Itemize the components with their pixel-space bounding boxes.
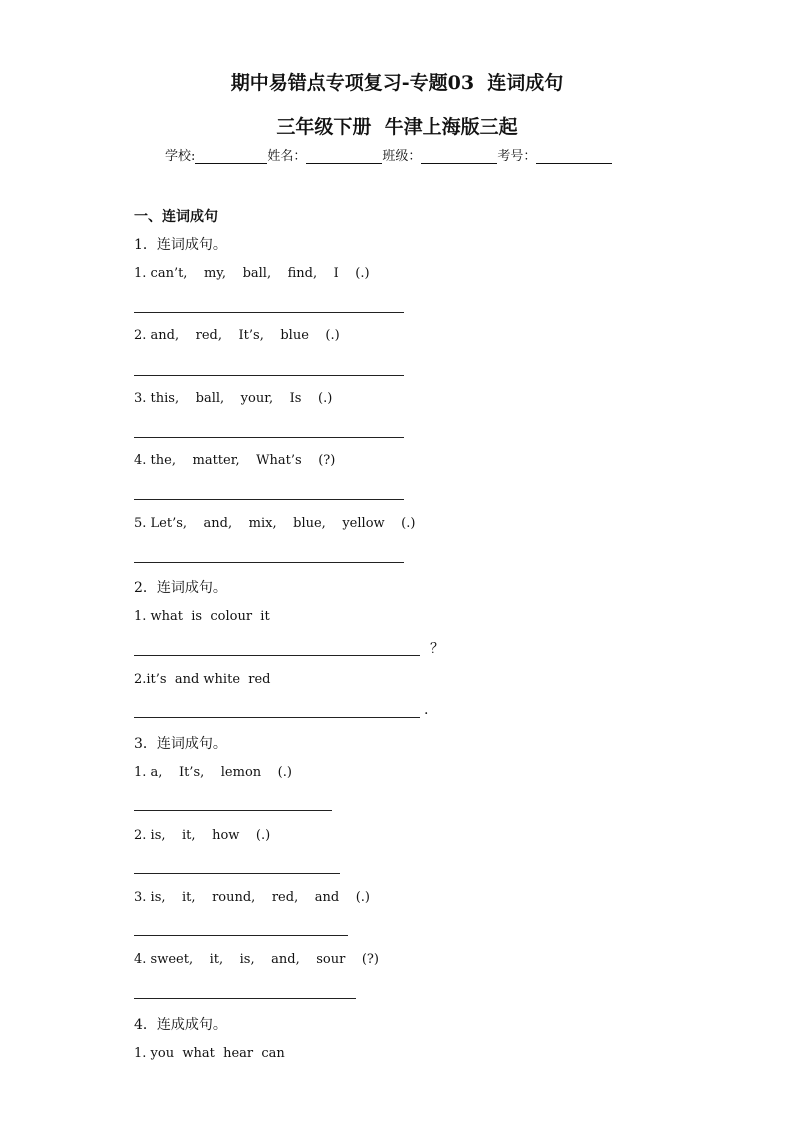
school-field[interactable] <box>195 149 267 164</box>
q2-item-1: 1. what is colour it <box>134 609 270 624</box>
q1-item-4: 4. the, matter, What’s (?) <box>134 453 336 468</box>
q3-item-4: 4. sweet, it, is, and, sour (?) <box>134 952 379 967</box>
q1-answer-line-4[interactable] <box>134 499 404 500</box>
q2-answer-line-2[interactable] <box>134 717 420 718</box>
name-label: 姓名： <box>267 149 307 164</box>
q2-answer-line-1[interactable] <box>134 655 420 656</box>
q3-item-1: 1. a, It’s, lemon (.) <box>134 765 292 780</box>
q1-item-5: 5. Let’s, and, mix, blue, yellow (.) <box>134 516 416 531</box>
q2-end-mark-1: ？ <box>430 641 444 657</box>
name-field[interactable] <box>306 149 382 164</box>
page-title: 期中易错点专项复习-专题03 连词成句 <box>230 72 564 94</box>
q1-item-3: 3. this, ball, your, Is (.) <box>134 391 333 406</box>
q3-answer-line-2[interactable] <box>134 873 340 874</box>
q1-answer-line-3[interactable] <box>134 437 404 438</box>
q3-answer-line-4[interactable] <box>134 998 356 999</box>
question-1-label: 1．连词成句。 <box>134 237 227 253</box>
exam-number-field[interactable] <box>536 149 612 164</box>
page-subtitle: 三年级下册 牛津上海版三起 <box>276 116 518 138</box>
q2-end-mark-2: . <box>424 702 429 718</box>
q1-answer-line-2[interactable] <box>134 375 404 376</box>
q3-answer-line-3[interactable] <box>134 935 348 936</box>
question-2-label: 2．连词成句。 <box>134 580 227 596</box>
class-label: 班级： <box>382 149 422 164</box>
class-field[interactable] <box>421 149 497 164</box>
q2-item-2: 2.it’s and white red <box>134 672 271 687</box>
q3-item-2: 2. is, it, how (.) <box>134 828 271 843</box>
section-heading: 一、连词成句 <box>134 209 218 225</box>
question-4-label: 4．连成成句。 <box>134 1017 227 1033</box>
q3-item-3: 3. is, it, round, red, and (.) <box>134 890 370 905</box>
student-info-row <box>165 145 612 164</box>
q1-item-2: 2. and, red, It’s, blue (.) <box>134 328 340 343</box>
q3-answer-line-1[interactable] <box>134 810 332 811</box>
question-3-label: 3．连词成句。 <box>134 736 227 752</box>
q1-item-1: 1. can’t, my, ball, find, I (.) <box>134 266 370 281</box>
school-label: 学校: <box>165 149 196 164</box>
q1-answer-line-5[interactable] <box>134 562 404 563</box>
q4-item-1: 1. you what hear can <box>134 1046 285 1061</box>
q1-answer-line-1[interactable] <box>134 312 404 313</box>
exam-number-label: 考号： <box>497 149 537 164</box>
